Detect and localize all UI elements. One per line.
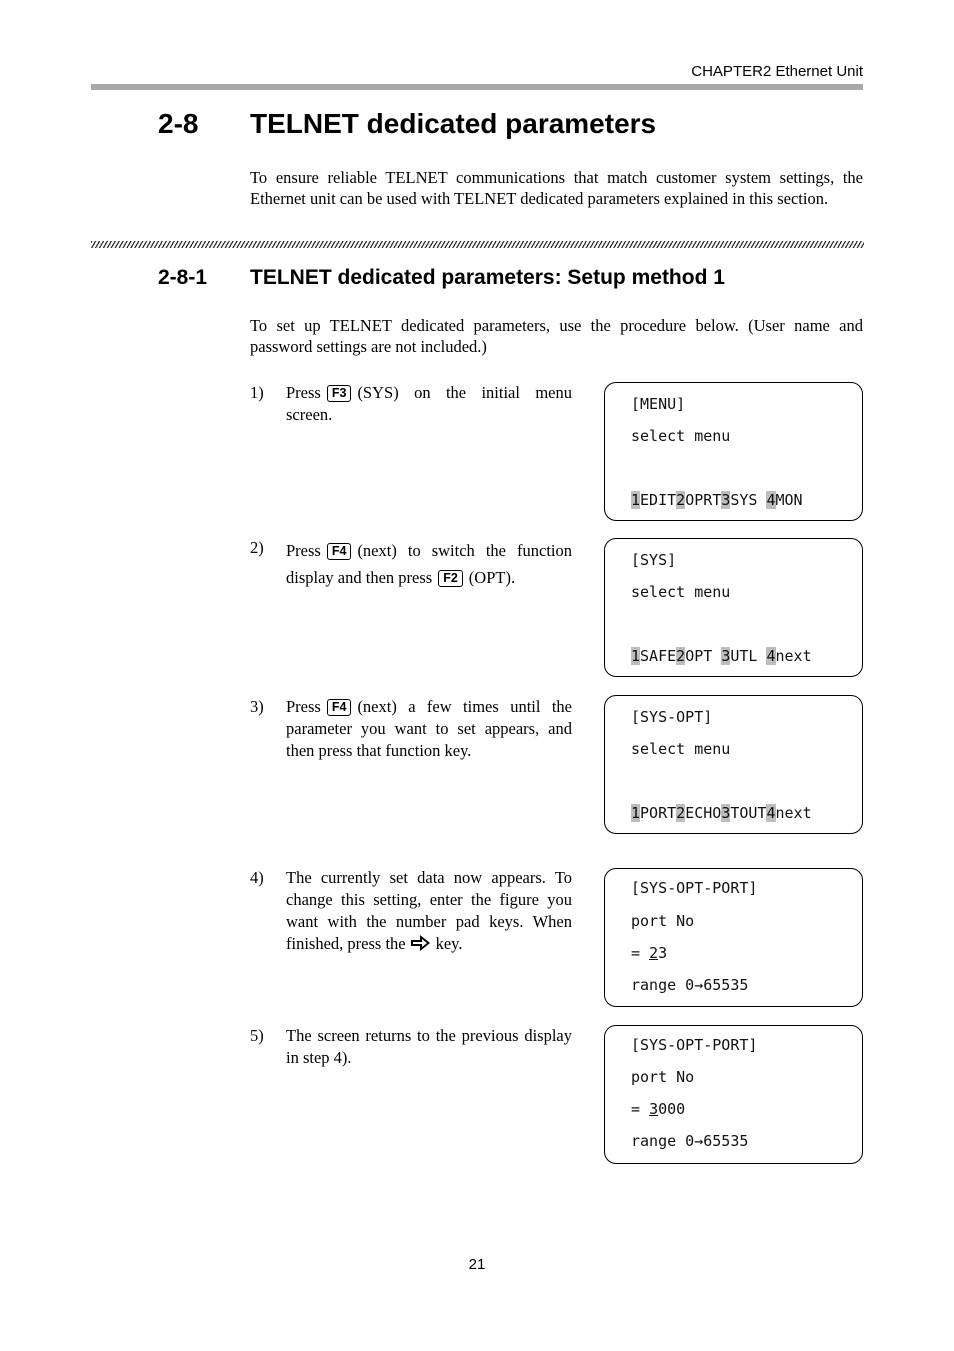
menu-item-number: 3 — [721, 491, 731, 509]
f3-key: F3 — [327, 385, 352, 402]
step-text-part: Press — [286, 383, 321, 402]
screen-menu-bar — [631, 647, 812, 665]
menu-item — [766, 804, 811, 822]
menu-item — [631, 647, 676, 665]
menu-item-label: next — [775, 647, 812, 665]
step-text-part: (next) to switch the function display and then press — [286, 541, 572, 587]
menu-item-label: EDIT — [640, 491, 677, 509]
screen-value — [631, 1100, 685, 1118]
screen-title: [SYS-OPT-PORT] — [631, 1036, 758, 1054]
menu-item — [631, 491, 676, 509]
menu-item — [721, 804, 766, 822]
step-text-part: The currently set data now appears. To change this setting, enter the figure you want with the number pad keys. When finished, press the — [286, 868, 572, 953]
hatched-divider — [91, 241, 864, 248]
screen-title: [MENU] — [631, 395, 686, 413]
menu-item-label: SAFE — [640, 647, 677, 665]
step-number: 2) — [250, 538, 264, 557]
menu-item-number: 4 — [766, 491, 776, 509]
menu-item-number: 2 — [676, 491, 686, 509]
step-text: The screen returns to the previous display in step 4). — [286, 1026, 572, 1067]
step-text-part: (SYS) on the initial menu screen. — [286, 383, 572, 424]
screen-menu-bar — [631, 804, 812, 822]
menu-item-number: 2 — [676, 804, 686, 822]
chapter-header: CHAPTER2 Ethernet Unit — [691, 63, 863, 80]
step-text — [286, 696, 572, 762]
screen-title: [SYS-OPT] — [631, 708, 713, 726]
section-intro: To ensure reliable TELNET communications that match customer system settings, the Ethernet unit can be used with TELNET dedicated parameters explained in this section. — [250, 168, 863, 208]
menu-item-label: TOUT — [730, 804, 767, 822]
page-number: 21 — [468, 1256, 486, 1273]
subsection-number: 2-8-1 — [158, 266, 208, 289]
step-text — [286, 867, 572, 959]
lcd-screen-port-edit — [604, 868, 863, 1007]
value-rest: 3 — [658, 944, 668, 962]
menu-item — [721, 491, 766, 509]
step-number: 1) — [250, 383, 264, 402]
menu-item-label: MON — [775, 491, 803, 509]
step-number: 4) — [250, 868, 264, 887]
screen-value — [631, 944, 667, 962]
menu-item — [721, 647, 766, 665]
section-title: TELNET dedicated parameters — [250, 108, 657, 139]
screen-title: [SYS] — [631, 551, 677, 569]
value-rest: 000 — [658, 1100, 686, 1118]
screen-title: [SYS-OPT-PORT] — [631, 879, 758, 897]
step-text-part: (OPT). — [468, 568, 516, 587]
screen-range: range 0→65535 — [631, 976, 749, 994]
menu-item-number: 1 — [631, 491, 641, 509]
lcd-screen-menu — [604, 382, 863, 521]
screen-prompt: select menu — [631, 583, 731, 601]
menu-item-number: 2 — [676, 647, 686, 665]
lcd-screen-port-result — [604, 1025, 863, 1164]
menu-item-label: PORT — [640, 804, 677, 822]
menu-item-number: 4 — [766, 804, 776, 822]
menu-item-number: 3 — [721, 647, 731, 665]
screen-prompt: select menu — [631, 427, 731, 445]
subsection-title: TELNET dedicated parameters: Setup method 1 — [250, 266, 725, 289]
lcd-screen-sys-opt — [604, 695, 863, 834]
f4-key: F4 — [327, 699, 352, 716]
menu-item-number: 1 — [631, 647, 641, 665]
step-text-part: Press — [286, 697, 321, 716]
f2-key: F2 — [438, 570, 463, 587]
menu-item-number: 4 — [766, 647, 776, 665]
screen-menu-bar — [631, 491, 803, 509]
menu-item — [766, 647, 811, 665]
screen-range: range 0→65535 — [631, 1132, 749, 1150]
value-cursor: 3 — [649, 1100, 659, 1118]
menu-item-label: ECHO — [685, 804, 722, 822]
menu-item — [631, 804, 676, 822]
value-prefix: = — [631, 1100, 650, 1118]
step-number: 3) — [250, 697, 264, 716]
lcd-screen-sys — [604, 538, 863, 677]
step-text-part: (next) a few times until the parameter you want to set appears, and then press that function key. — [286, 697, 572, 760]
screen-param-name: port No — [631, 1068, 695, 1086]
menu-item — [766, 491, 802, 509]
value-cursor: 2 — [649, 944, 659, 962]
menu-item-label: OPT — [685, 647, 722, 665]
step-text — [286, 537, 572, 591]
menu-item — [676, 647, 721, 665]
step-number: 5) — [250, 1026, 264, 1045]
step-text-part: key. — [435, 934, 463, 953]
screen-prompt: select menu — [631, 740, 731, 758]
menu-item-label: UTL — [730, 647, 767, 665]
section-number: 2-8 — [158, 108, 199, 139]
step-text-part: Press — [286, 541, 321, 560]
f4-key: F4 — [327, 543, 352, 560]
subsection-intro: To set up TELNET dedicated parameters, use the procedure below. (User name and password settings are not included.) — [250, 316, 863, 356]
enter-arrow-icon — [410, 933, 432, 959]
menu-item-label: SYS — [730, 491, 767, 509]
value-prefix: = — [631, 944, 650, 962]
menu-item-label: next — [775, 804, 812, 822]
menu-item — [676, 804, 721, 822]
menu-item-number: 1 — [631, 804, 641, 822]
screen-param-name: port No — [631, 912, 695, 930]
menu-item — [676, 491, 721, 509]
header-rule — [91, 84, 863, 90]
menu-item-label: OPRT — [685, 491, 722, 509]
menu-item-number: 3 — [721, 804, 731, 822]
step-text — [286, 382, 572, 426]
